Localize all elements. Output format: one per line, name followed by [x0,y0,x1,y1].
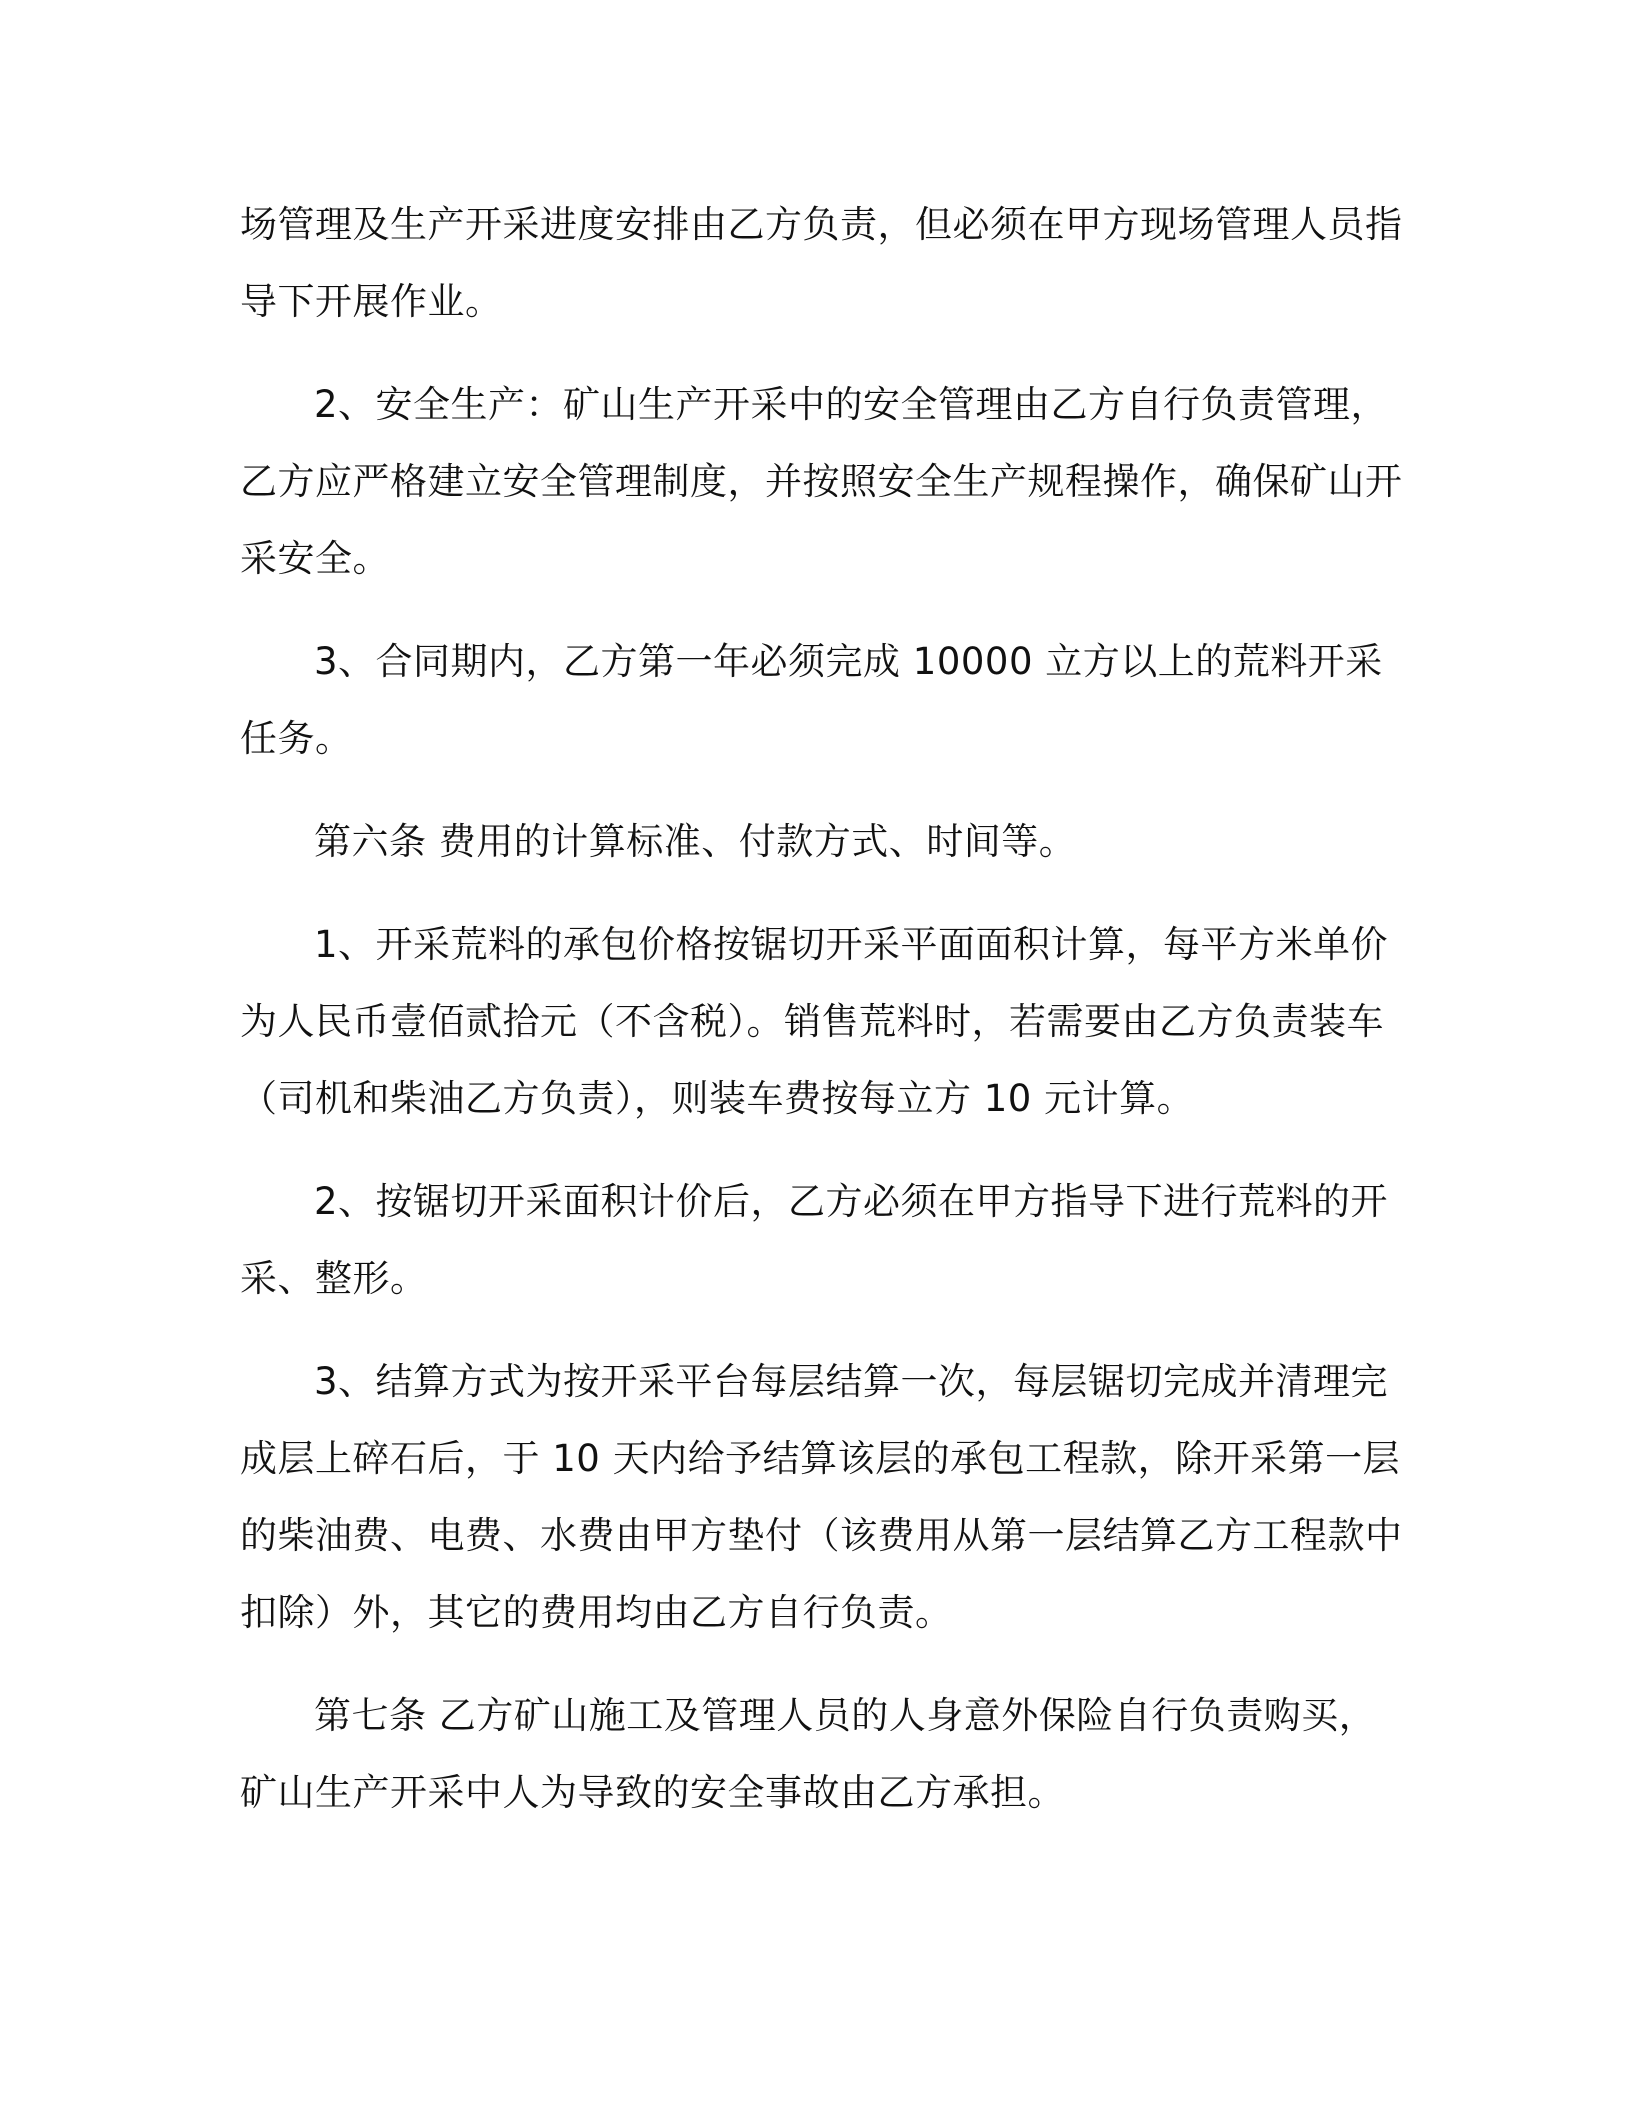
paragraph-first-year-task: 3、合同期内，乙方第一年必须完成 10000 立方以上的荒料开采任务。 [240,640,1383,760]
paragraph-article-seven: 第七条 乙方矿山施工及管理人员的人身意外保险自行负责购买，矿山生产开采中人为导致的安全事故由乙方承担。 [240,1694,1377,1814]
paragraph-settlement-method: 3、结算方式为按开采平台每层结算一次，每层锯切完成并清理完成层上碎石后，于 10 天内给予结算该层的承包工程款，除开采第一层的柴油费、电费、水费由甲方垫付（该费用从第一层结算乙方工程款中扣除）外，其它的费用均由乙方自行负责。 [240,1360,1403,1634]
paragraph-site-management-continued: 场管理及生产开采进度安排由乙方负责，但必须在甲方现场管理人员指导下开展作业。 [240,203,1403,323]
paragraph-article-six-heading: 第六条 费用的计算标准、付款方式、时间等。 [314,820,1077,863]
document-body [240,186,1410,1857]
paragraph-price-standard: 1、开采荒料的承包价格按锯切开采平面面积计算，每平方米单价为人民币壹佰贰拾元（不含税）。销售荒料时，若需要由乙方负责装车（司机和柴油乙方负责），则装车费按每立方 10 元计算。 [240,923,1389,1120]
paragraph-safety-production: 2、安全生产：矿山生产开采中的安全管理由乙方自行负责管理，乙方应严格建立安全管理制度，并按照安全生产规程操作，确保矿山开采安全。 [240,383,1403,580]
paragraph-guided-shaping: 2、按锯切开采面积计价后，乙方必须在甲方指导下进行荒料的开采、整形。 [240,1180,1389,1300]
